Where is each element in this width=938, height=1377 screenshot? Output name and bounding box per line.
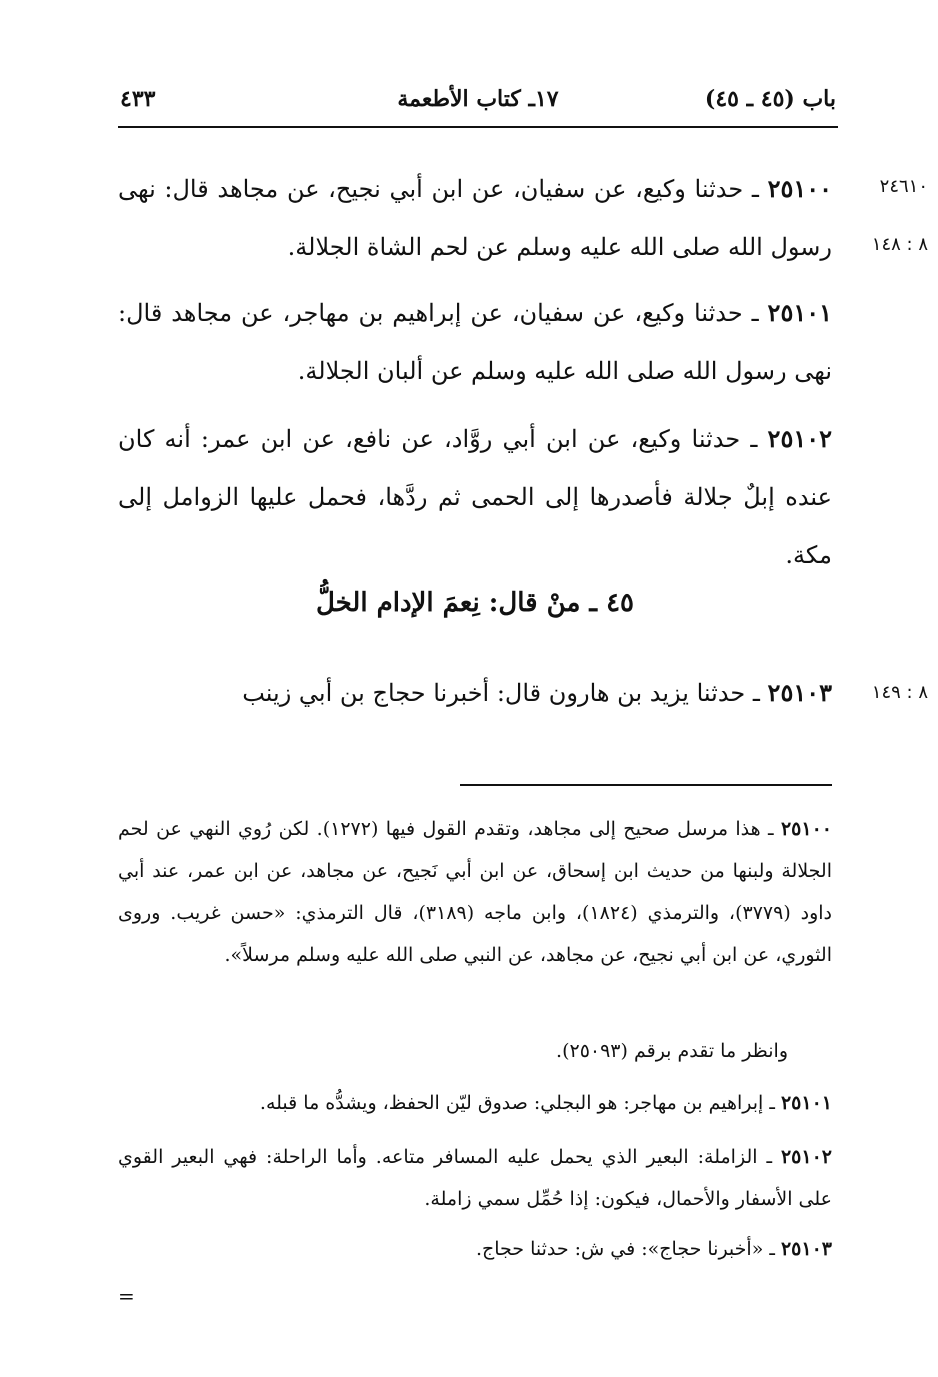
footnote-text: ـ إبراهيم بن مهاجر: هو البجلي: صدوق ليّن الحفظ، ويشدُّه ما قبله. (259, 1092, 781, 1114)
hadith-number: ٢٥١٠٠ (767, 174, 833, 203)
running-header (120, 86, 836, 122)
margin-ref: ٢٤٦١٠ (879, 176, 928, 197)
footnote (118, 1030, 832, 1072)
footnote-text: ـ «أخبرنا حجاج»: في ش: حدثنا حجاج. (475, 1238, 781, 1260)
footnote-number: ٢٥١٠٠ (780, 818, 832, 840)
chapter-title: ٤٥ ـ منْ قال: نِعمَ الإدام الخلُّ (315, 588, 635, 618)
hadith-text: ـ حدثنا يزيد بن هارون قال: أخبرنا حجاج بن أبي زينب (242, 679, 768, 707)
footnote (118, 1136, 832, 1220)
margin-ref: ٨ : ١٤٩ (871, 682, 928, 703)
footnote-number: ٢٥١٠١ (780, 1092, 832, 1114)
hadith-text: ـ حدثنا وكيع، عن ابن أبي روَّاد، عن نافع، عن ابن عمر: أنه كان عنده إبلٌ جلالة فأصدرها إلى الحمى ثم ردَّها، فحمل عليها الزوامل إلى مكة. (118, 425, 832, 569)
footnote-text: وانظر ما تقدم برقم (٢٥٠٩٣). (556, 1040, 788, 1062)
hadith-number: ٢٥١٠١ (767, 298, 832, 327)
footnote-number: ٢٥١٠٢ (780, 1146, 832, 1168)
footnote (118, 1082, 832, 1124)
footnote-number: ٢٥١٠٣ (780, 1238, 832, 1260)
hadith-number: ٢٥١٠٢ (767, 424, 832, 453)
continuation-mark: = (118, 1284, 135, 1308)
hadith-text: ـ حدثنا وكيع، عن سفيان، عن ابن أبي نجيح، عن مجاهد قال: نهى رسول الله صلى الله عليه وسلم عن لحم الشاة الجلالة. (118, 175, 832, 261)
footnote (118, 808, 832, 976)
header-chapter-ref: باب (٤٥ ـ ٤٥) (704, 86, 836, 112)
hadith-paragraph (118, 664, 832, 722)
margin-ref: ٨ : ١٤٨ (871, 234, 928, 255)
header-rule (118, 126, 838, 128)
header-book-title: ١٧ـ كتاب الأطعمة (397, 86, 559, 112)
footnote-text: ـ هذا مرسل صحيح إلى مجاهد، وتقدم القول فيها (١٢٧٢). لكن رُوي النهي عن لحم الجلالة ولبنها من حديث ابن إسحاق، عن ابن أبي نَجيح، عن مجاهد، عن ابن عمر، عند أبي داود (٣٧٧٩)، والترمذي (١٨٢٤)، وابن ماجه (٣١٨٩)، قال الترمذي: «حسن غريب. وروى الثوري، عن ابن أبي نجيح، عن مجاهد، عن النبي صلى الله عليه وسلم مرسلاً». (118, 818, 832, 966)
hadith-paragraph (118, 284, 832, 400)
hadith-paragraph (118, 160, 832, 276)
page-number: ٤٣٣ (120, 86, 156, 112)
hadith-paragraph (118, 410, 832, 584)
footnote-text: ـ الزاملة: البعير الذي يحمل عليه المسافر متاعه. وأما الراحلة: فهي البعير القوي على الأسفار والأحمال، فيكون: إذا حُمِّل سمي زاملة. (118, 1146, 832, 1210)
footnote-rule (460, 784, 832, 786)
hadith-text: ـ حدثنا وكيع، عن سفيان، عن إبراهيم بن مهاجر، عن مجاهد قال: نهى رسول الله صلى الله عليه وسلم عن ألبان الجلالة. (118, 299, 832, 385)
footnote (118, 1228, 832, 1270)
hadith-number: ٢٥١٠٣ (767, 678, 832, 707)
